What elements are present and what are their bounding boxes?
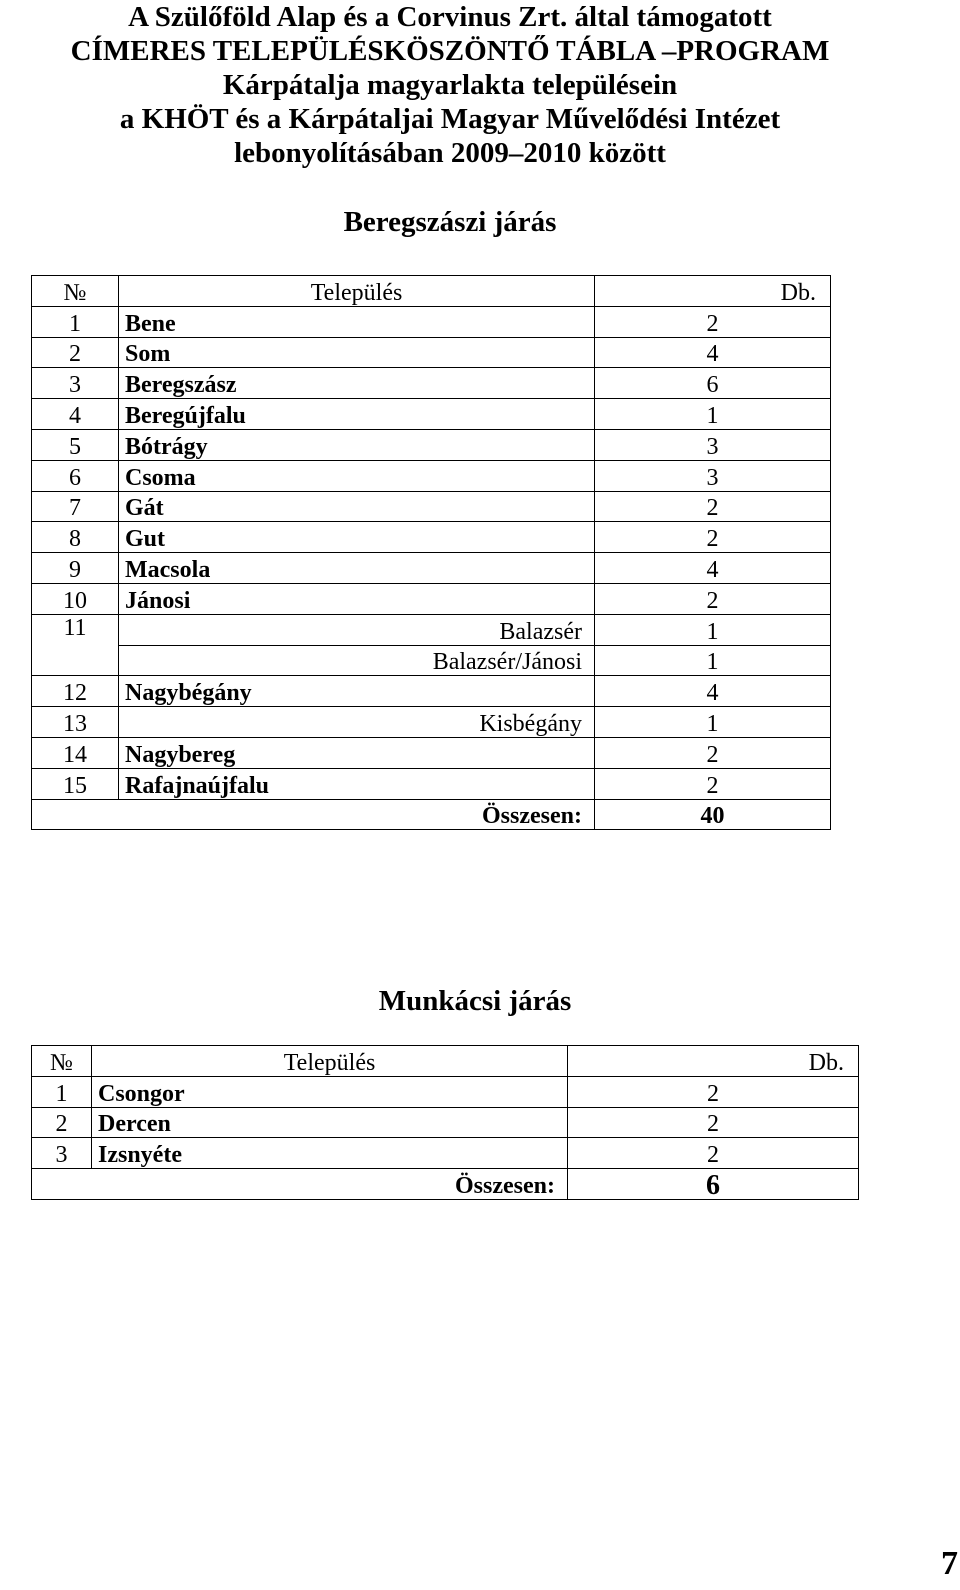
title-line-4: a KHÖT és a Kárpátaljai Magyar Művelődési Intézet (119, 103, 781, 135)
title-line-3: Kárpátalja magyarlakta településein (222, 69, 678, 101)
row-count: 2 (595, 522, 831, 553)
row-count: 2 (568, 1138, 859, 1169)
row-count: 2 (595, 737, 831, 768)
row-settlement: Izsnyéte (92, 1138, 568, 1169)
page-number: 7 (941, 1545, 958, 1582)
row-settlement: Macsola (119, 553, 595, 584)
row-number: 3 (32, 368, 119, 399)
row-number: 5 (32, 429, 119, 460)
total-row (32, 799, 831, 830)
row-number: 2 (32, 1107, 92, 1138)
title-line-1: A Szülőföld Alap és a Corvinus Zrt. által támogatott (128, 1, 772, 33)
row-count: 4 (595, 337, 831, 368)
row-count: 2 (595, 768, 831, 799)
row-settlement: Gut (119, 522, 595, 553)
row-settlement: Kisbégány (119, 707, 595, 738)
row-count: 4 (595, 553, 831, 584)
row-count: 1 (595, 614, 831, 645)
district-heading-beregszasz: Beregszászi járás (343, 206, 557, 238)
row-settlement: Dercen (92, 1107, 568, 1138)
row-count: 1 (595, 707, 831, 738)
table-header-row (32, 276, 831, 307)
total-label: Összesen: (32, 799, 595, 830)
column-header-number: № (32, 276, 119, 307)
table-row (32, 522, 831, 553)
title-line-5: lebonyolításában 2009–2010 között (234, 137, 666, 169)
table-row (32, 583, 831, 614)
table-header-row (32, 1046, 859, 1077)
table-row (32, 1076, 859, 1107)
row-count: 2 (568, 1107, 859, 1138)
row-number: 9 (32, 553, 119, 584)
table-row (32, 368, 831, 399)
row-count: 2 (568, 1076, 859, 1107)
row-settlement: Csoma (119, 460, 595, 491)
row-number: 15 (32, 768, 119, 799)
row-count: 1 (595, 645, 831, 676)
row-number: 4 (32, 399, 119, 430)
column-header-number: № (32, 1046, 92, 1077)
row-settlement: Nagybereg (119, 737, 595, 768)
table-row (32, 1138, 859, 1169)
table-row (32, 1107, 859, 1138)
table-row (32, 553, 831, 584)
total-label: Összesen: (32, 1169, 568, 1200)
row-count: 4 (595, 676, 831, 707)
total-row (32, 1169, 859, 1200)
row-settlement: Csongor (92, 1076, 568, 1107)
row-settlement: Beregújfalu (119, 399, 595, 430)
table-row (32, 737, 831, 768)
row-settlement: Bene (119, 306, 595, 337)
column-header-settlement: Település (119, 276, 595, 307)
row-settlement: Balazsér/Jánosi (119, 645, 595, 676)
row-number: 7 (32, 491, 119, 522)
settlement-table-beregszasz (31, 275, 831, 830)
table-row (32, 645, 831, 676)
row-count: 2 (595, 306, 831, 337)
row-number: 11 (32, 614, 119, 676)
district-heading-munkacs: Munkácsi járás (378, 985, 572, 1017)
row-count: 2 (595, 491, 831, 522)
row-count: 3 (595, 460, 831, 491)
row-settlement: Jánosi (119, 583, 595, 614)
table-row (32, 707, 831, 738)
table-row (32, 768, 831, 799)
row-settlement: Beregszász (119, 368, 595, 399)
row-number: 3 (32, 1138, 92, 1169)
table-row (32, 429, 831, 460)
total-value: 40 (595, 799, 831, 830)
table-row (32, 676, 831, 707)
row-settlement: Gát (119, 491, 595, 522)
row-number: 2 (32, 337, 119, 368)
row-count: 6 (595, 368, 831, 399)
title-line-2: CÍMERES TELEPÜLÉSKÖSZÖNTŐ TÁBLA –PROGRAM (70, 35, 830, 67)
row-number: 6 (32, 460, 119, 491)
row-number: 10 (32, 583, 119, 614)
row-settlement: Som (119, 337, 595, 368)
table-row (32, 460, 831, 491)
row-count: 2 (595, 583, 831, 614)
column-header-count: Db. (595, 276, 831, 307)
row-settlement: Bótrágy (119, 429, 595, 460)
row-settlement: Rafajnaújfalu (119, 768, 595, 799)
row-number: 13 (32, 707, 119, 738)
row-count: 1 (595, 399, 831, 430)
row-number: 1 (32, 306, 119, 337)
row-count: 3 (595, 429, 831, 460)
table-row (32, 399, 831, 430)
table-row (32, 614, 831, 645)
row-settlement: Balazsér (119, 614, 595, 645)
row-number: 1 (32, 1076, 92, 1107)
table-row (32, 306, 831, 337)
row-number: 14 (32, 737, 119, 768)
settlement-table-munkacs (31, 1045, 859, 1200)
row-number: 8 (32, 522, 119, 553)
total-value: 6 (568, 1169, 859, 1200)
column-header-count: Db. (568, 1046, 859, 1077)
row-settlement: Nagybégány (119, 676, 595, 707)
table-row (32, 337, 831, 368)
column-header-settlement: Település (92, 1046, 568, 1077)
row-number: 12 (32, 676, 119, 707)
table-row (32, 491, 831, 522)
document-title (0, 0, 900, 170)
